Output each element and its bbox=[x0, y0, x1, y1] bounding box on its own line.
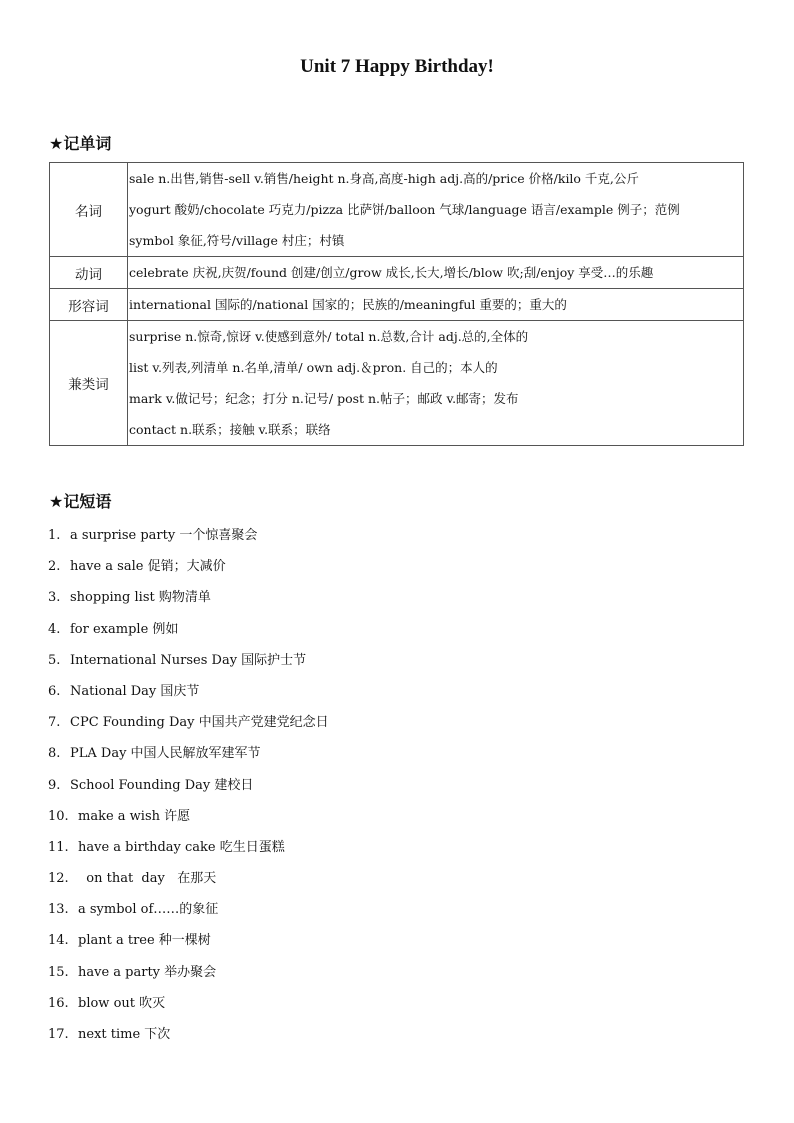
list-item bbox=[48, 551, 329, 582]
phrase-text: School Founding Day 建校日 bbox=[70, 777, 254, 793]
vocab-line: surprise n.惊奇,惊讶 v.使感到意外/ total n.总数,合计 adj.总的,全体的 bbox=[129, 329, 529, 344]
list-number: 4. bbox=[48, 621, 61, 637]
vocab-line: yogurt 酸奶/chocolate 巧克力/pizza 比萨饼/balloon 气球/language 语言/example 例子；范例 bbox=[129, 202, 680, 217]
section-heading-words: ★记单词 bbox=[49, 134, 112, 153]
phrase-text: CPC Founding Day 中国共产党建党纪念日 bbox=[70, 715, 329, 731]
list-number: 1. bbox=[48, 528, 61, 543]
vocab-row-nouns bbox=[50, 163, 744, 257]
vocab-line: sale n.出售,销售-sell v.销售/height n.身高,高度-high adj.高的/price 价格/kilo 千克,公斤 bbox=[129, 171, 639, 186]
list-number: 8. bbox=[48, 746, 61, 762]
vocab-row-multi-class bbox=[50, 321, 744, 446]
list-number: 12. bbox=[48, 871, 69, 887]
vocab-category: 形容词 bbox=[50, 289, 128, 321]
vocab-category: 兼类词 bbox=[50, 321, 128, 446]
vocab-row-adjectives bbox=[50, 289, 744, 321]
list-number: 15. bbox=[48, 964, 69, 980]
list-item bbox=[48, 582, 329, 613]
list-number: 2. bbox=[48, 559, 61, 575]
vocab-line: mark v.做记号；纪念；打分 n.记号/ post n.帖子；邮政 v.邮寄；发布 bbox=[129, 391, 519, 406]
section-heading-phrases: ★记短语 bbox=[49, 492, 112, 511]
vocab-line: international 国际的/national 国家的；民族的/meaningful 重要的；重大的 bbox=[129, 297, 567, 312]
list-item bbox=[48, 925, 329, 956]
list-number: 11. bbox=[48, 839, 69, 855]
phrase-text: on that day 在那天 bbox=[78, 871, 217, 887]
list-number: 5. bbox=[48, 652, 61, 668]
list-item bbox=[48, 645, 329, 676]
list-number: 13. bbox=[48, 902, 69, 918]
list-number: 7. bbox=[48, 715, 61, 731]
list-item bbox=[48, 957, 329, 988]
vocab-words bbox=[128, 163, 744, 257]
vocab-line: contact n.联系；接触 v.联系；联络 bbox=[129, 422, 331, 437]
list-item bbox=[48, 676, 329, 707]
phrase-text: shopping list 购物清单 bbox=[70, 590, 211, 606]
list-item bbox=[48, 707, 329, 738]
list-item bbox=[48, 832, 329, 863]
list-number: 6. bbox=[48, 683, 61, 699]
phrase-text: blow out 吹灭 bbox=[78, 995, 166, 1011]
list-number: 16. bbox=[48, 995, 69, 1011]
phrase-text: for example 例如 bbox=[70, 621, 179, 637]
vocab-category: 名词 bbox=[50, 163, 128, 257]
phrase-text: PLA Day 中国人民解放军建军节 bbox=[70, 746, 261, 762]
vocab-line: list v.列表,列清单 n.名单,清单/ own adj.＆pron. 自己的；本人的 bbox=[129, 360, 498, 375]
phrase-text: a surprise party 一个惊喜聚会 bbox=[70, 528, 258, 543]
list-number: 14. bbox=[48, 933, 69, 949]
list-item bbox=[48, 770, 329, 801]
phrase-text: next time 下次 bbox=[78, 1027, 171, 1042]
page-title: Unit 7 Happy Birthday! bbox=[300, 56, 494, 77]
phrase-text: have a party 举办聚会 bbox=[78, 964, 217, 980]
list-item bbox=[48, 614, 329, 645]
list-item bbox=[48, 520, 329, 551]
phrase-list bbox=[48, 520, 329, 1050]
vocab-words bbox=[128, 257, 744, 289]
vocab-category: 动词 bbox=[50, 257, 128, 289]
vocab-line: symbol 象征,符号/village 村庄；村镇 bbox=[129, 233, 345, 248]
phrase-text: National Day 国庆节 bbox=[70, 683, 200, 699]
vocab-row-verbs bbox=[50, 257, 744, 289]
list-number: 9. bbox=[48, 777, 61, 793]
list-number: 17. bbox=[48, 1027, 69, 1042]
list-item bbox=[48, 894, 329, 925]
list-item bbox=[48, 863, 329, 894]
list-item bbox=[48, 1019, 329, 1050]
vocab-line: celebrate 庆祝,庆贺/found 创建/创立/grow 成长,长大,增长/blow 吹;刮/enjoy 享受…的乐趣 bbox=[129, 265, 654, 280]
list-number: 3. bbox=[48, 590, 61, 606]
list-item bbox=[48, 801, 329, 832]
phrase-text: plant a tree 种一棵树 bbox=[78, 933, 211, 949]
vocab-words bbox=[128, 289, 744, 321]
vocabulary-table bbox=[49, 162, 744, 446]
phrase-text: have a sale 促销；大减价 bbox=[70, 559, 226, 575]
list-item bbox=[48, 988, 329, 1019]
phrase-text: International Nurses Day 国际护士节 bbox=[70, 652, 307, 668]
vocab-words bbox=[128, 321, 744, 446]
phrase-text: a symbol of……的象征 bbox=[78, 902, 219, 918]
list-item bbox=[48, 738, 329, 769]
phrase-text: have a birthday cake 吃生日蛋糕 bbox=[78, 839, 285, 855]
list-number: 10. bbox=[48, 808, 69, 824]
phrase-text: make a wish 许愿 bbox=[78, 808, 191, 824]
